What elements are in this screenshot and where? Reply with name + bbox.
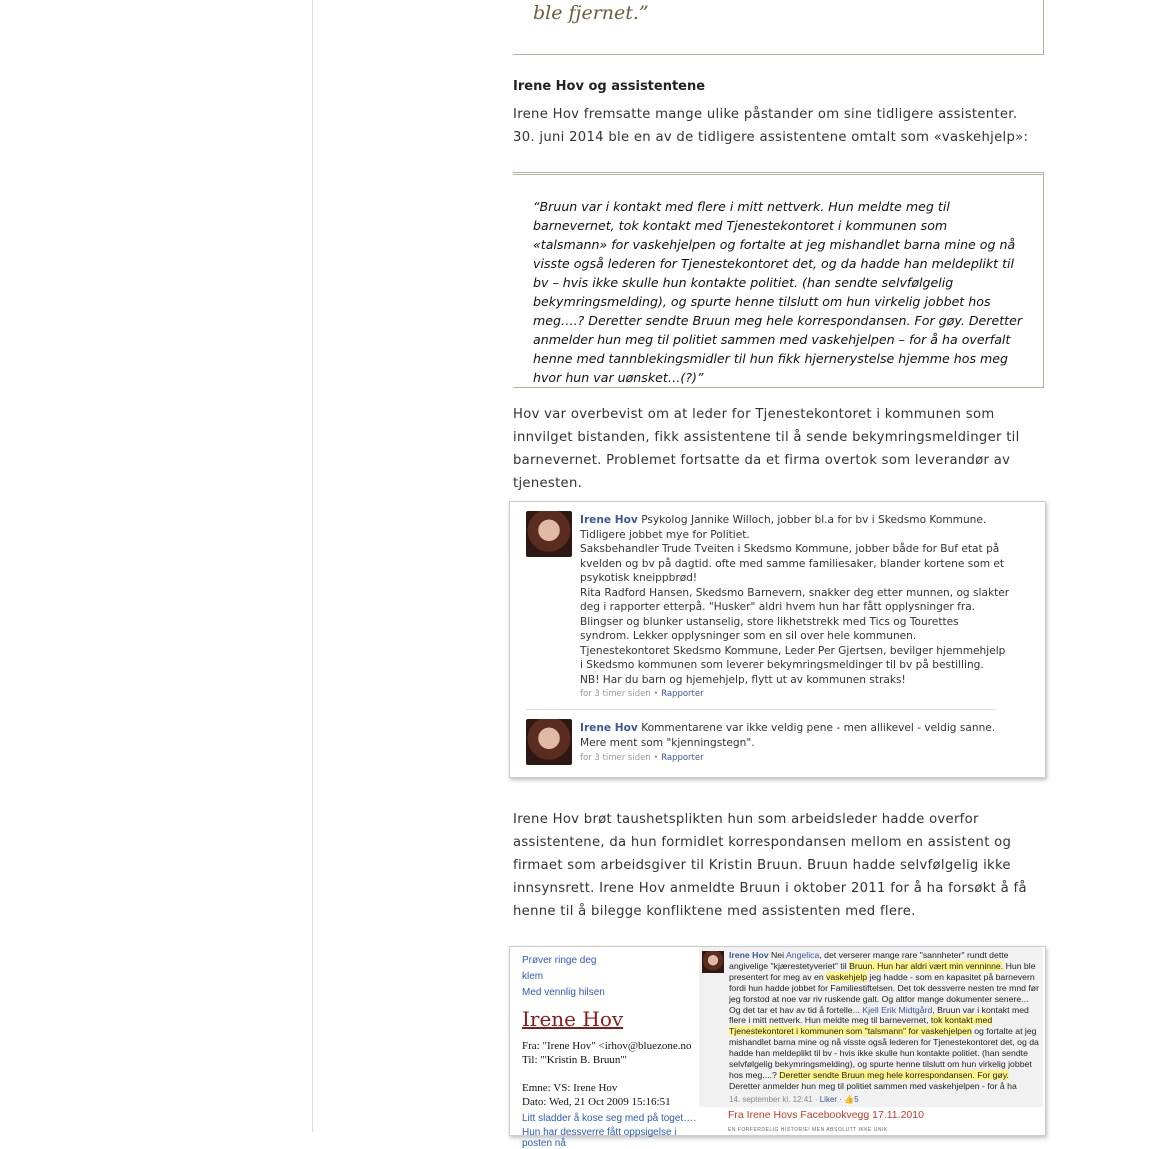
email-date: Dato: Wed, 21 Oct 2009 15:16:51 <box>522 1096 671 1108</box>
post-text <box>580 513 1010 687</box>
wall-post-text <box>729 950 1039 1092</box>
mention-link[interactable]: Kjell Erik Midtgård <box>862 1004 933 1015</box>
facebook-wall-post <box>699 947 1043 1107</box>
wall-post-meta <box>729 1095 859 1104</box>
correspondence-screenshot <box>509 946 1046 1149</box>
like-link[interactable]: Liker <box>819 1095 838 1104</box>
report-link[interactable]: Rapporter <box>661 753 704 763</box>
highlight: vaskehjelp <box>826 971 868 982</box>
comment-first-line: Kommentarene var ikke veldig pene - men allikevel - veldig sanne. <box>637 722 996 734</box>
highlight: Bruun. Hun har aldri vært min venninne. <box>849 960 1004 971</box>
email-line: Med vennlig hilsen <box>522 987 605 998</box>
comment-text <box>580 721 1010 750</box>
email-line: klem <box>522 971 544 982</box>
avatar <box>702 951 724 973</box>
email-to: Til: "'Kristin B. Bruun'" <box>522 1054 627 1066</box>
comment-meta <box>580 753 704 763</box>
text: Deretter anmelder hun meg til politiet sammen med vaskehjelpen - for å ha <box>729 1080 1017 1091</box>
email-excerpt <box>522 947 707 1149</box>
text: Hun ble presentert for meg av en <box>729 960 1036 982</box>
sidebar-divider <box>312 0 313 1132</box>
mention-link[interactable]: Angelica <box>785 950 820 960</box>
avatar <box>526 511 572 557</box>
blockquote-top <box>513 0 1044 55</box>
text: jeg hadde - som en kapasitet på barnevern fordi hun hadde jobbet for Familiestiftelsen. Det tok dessverre nesten tre mnd før jeg forstod at noe var riv ruskende galt. Og altfor mange dokumenter senere... Og det tar et hav av tid å fortelle... <box>729 971 1040 1015</box>
paragraph-3: Irene Hov brøt taushetsplikten hun som arbeidsleder hadde overfor assistentene, da hun formidlet korrespondansen mellom en assistent og firmaet som arbeidsgiver til Kristin Bruun. Bruun hadde selvfølgelig ikke innsynsrett. Irene Hov anmeldte Bruun i oktober 2011 for å ha forsøkt å få henne til å bilegge konfliktene med assistenten med flere. <box>513 812 1027 919</box>
report-link[interactable]: Rapporter <box>661 689 704 699</box>
text: Nei <box>768 950 786 960</box>
section-heading: Irene Hov og assistentene <box>513 79 706 94</box>
divider <box>526 709 996 710</box>
paragraph-1: Irene Hov fremsatte mange ulike påstander om sine tidligere assistenter. 30. juni 2014 ble en av de tidligere assistentene omtalt som «vaskehjelp»: <box>513 107 1029 145</box>
text: , det verserer mange rare "sannheter" rundt dette angivelige "kjærestetyveriet" til <box>729 950 1009 971</box>
meta-separator: • <box>653 753 659 763</box>
meta-separator: • <box>653 689 659 699</box>
image-caption: Fra Irene Hovs Facebookvegg 17.11.2010 <box>728 1109 924 1121</box>
comment-author: Irene Hov <box>580 722 638 734</box>
blockquote-text: “Bruun var i kontakt med flere i mitt nettverk. Hun meldte meg til barnevernet, tok kontakt med Tjenestekontoret i kommunen som «talsmann» for vaskehjelpen og fortalte at jeg mishandlet barna mine og nå visste også lederen for Tjenestekontoret det, og da hadde han meldeplikt til bv – hvis ikke skulle hun kontakte politiet. (han sendte selvfølgelig bekymringsmelding), og spurte henne tilslutt om hun virkelig jobbet hos meg….? Deretter sendte Bruun meg hele korrespondansen. For gøy. Deretter anmelder hun meg til politiet sammen med vaskehjelpen – for å ha overfalt henne med tannblekingsmidler til hun fikk hjernerystelse hjemme hos meg hvor hun var uønsket…(?)” <box>533 199 1023 385</box>
fine-print: EN FORFERDELIG HISTORIE! MEN ABSOLUTT IKKE UNIK <box>728 1127 888 1133</box>
post-time: for 3 timer siden <box>580 689 651 699</box>
comment-body: Mere ment som "kjenningstegn". <box>580 736 755 749</box>
email-line: Prøver ringe deg <box>522 955 597 966</box>
post-body: Tidligere jobbet mye for Politiet. Saksbehandler Trude Tveiten i Skedsmo Kommune, jobber både for Buf etat på kvelden og bv på dagtid. ofte med samme familiesaker, blander kortene som et psykotisk kneippbrød! Rita Radford Hansen, Skedsmo Barnevern, snakker deg etter munnen, og slakter deg i rapporter etterpå. "Husker" aldri hvem hun har fått opplysninger fra. Blingser og blunker ustanselig, store likhetstrekk med Tics og Tourettes syndrom. Lekker opplysninger som en sil over hele kommunen. Tjenestekontoret Skedsmo Kommune, Leder Per Gjertsen, bevilger hjemmehjelp i Skedsmo kommunen som leverer bekymringsmeldinger til bv på bestilling. NB! Har du barn og hjemehjelp, flytt ut av kommunen straks! <box>580 528 1010 686</box>
post-meta <box>580 689 704 699</box>
post-author: Irene Hov <box>580 514 638 526</box>
highlight: Deretter sendte Bruun meg hele korrespondansen. For gøy. <box>779 1069 1009 1080</box>
email-line: Hun har dessverre fått oppsigelse i posten nå <box>522 1127 677 1149</box>
wall-post-date: 14. september kl. 12:41 · <box>729 1095 820 1104</box>
text: og fortalte at jeg mishandlet barna mine og nå visste også lederen for Tjenestekontoret det, og da hadde han meldeplikt til bv - hvis ikke skulle hun kontakte politiet. (han sendte selvfølgelig bekymringsmelding), og spurte henne tilslutt om hun virkelig jobbet hos meg....? <box>729 1026 1039 1080</box>
paragraph-2: Hov var overbevist om at leder for Tjenestekontoret i kommunen som innvilget bistanden, fikk assistentene til å sende bekymringsmeldinger til barnevernet. Problemet fortsatte da et firma overtok som leverandør av tjenesten. <box>513 407 1020 491</box>
text: , Bruun var i kontakt med flere i mitt nettverk. Hun meldte meg til barnevernet, <box>729 1004 1029 1026</box>
email-subject: Emne: VS: Irene Hov <box>522 1082 618 1094</box>
facebook-screenshot <box>509 501 1046 778</box>
avatar <box>526 719 572 765</box>
email-signature: Irene Hov <box>522 1007 624 1031</box>
comment-time: for 3 timer siden <box>580 753 651 763</box>
like-count: · 👍5 <box>837 1095 859 1104</box>
email-line: Litt sladder å kose seg med på toget…. <box>522 1113 696 1124</box>
wall-post-author: Irene Hov <box>729 950 769 960</box>
blockquote <box>513 172 1044 388</box>
email-from: Fra: "Irene Hov" <irhov@bluezone.no <box>522 1040 692 1052</box>
blockquote-top-text: ble fjernet.” <box>533 2 649 24</box>
post-first-line: Psykolog Jannike Willoch, jobber bl.a for bv i Skedsmo Kommune. <box>637 514 987 526</box>
highlight: tok kontakt med Tjenestekontoret i kommunen som "talsmann" for vaskehjelpen <box>729 1015 993 1037</box>
